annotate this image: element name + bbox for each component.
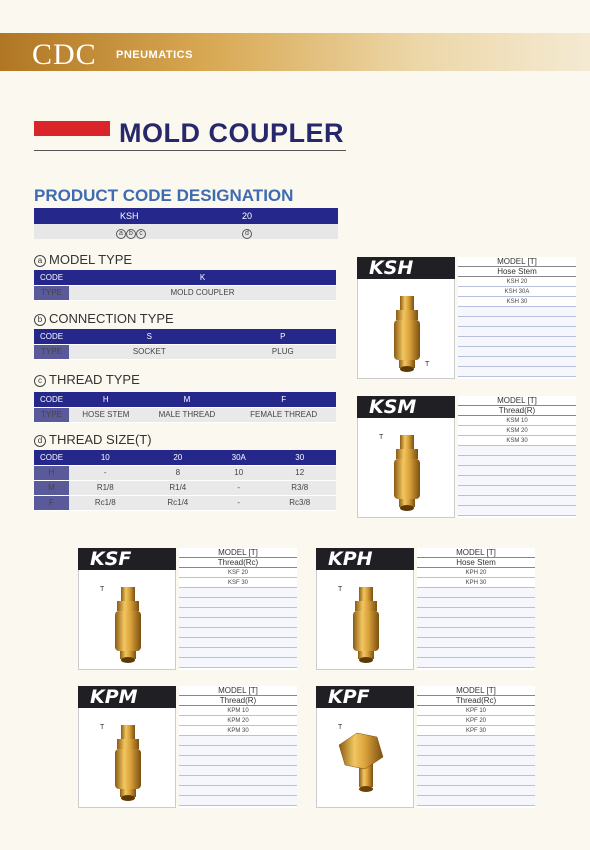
model-item-empty <box>179 736 297 746</box>
pcd-mark-2: d <box>242 227 252 239</box>
model-header: MODEL [T] <box>458 396 576 406</box>
model-header: MODEL [T] <box>417 548 535 558</box>
model-thread: Hose Stem <box>417 558 535 568</box>
model-item-empty <box>417 618 535 628</box>
model-item-empty <box>179 608 297 618</box>
model-item: KSM 30 <box>458 436 576 446</box>
model-item-empty <box>179 638 297 648</box>
model-thread: Thread(Rc) <box>179 558 297 568</box>
model-item-empty <box>417 796 535 806</box>
model-item-empty <box>417 628 535 638</box>
product-card-kpf <box>316 686 536 808</box>
thread-marker: T <box>100 586 105 593</box>
model-thread: Thread(R) <box>458 406 576 416</box>
model-list <box>179 686 297 808</box>
model-header: MODEL [T] <box>458 257 576 267</box>
model-item-empty <box>417 588 535 598</box>
model-item: KSH 30A <box>458 287 576 297</box>
thread-marker: T <box>425 361 430 368</box>
product-card-kph <box>316 548 536 670</box>
model-item: KPF 10 <box>417 706 535 716</box>
model-list <box>458 257 576 379</box>
model-item-empty <box>179 756 297 766</box>
model-thread: Thread(Rc) <box>417 696 535 706</box>
model-item: KSH 30 <box>458 297 576 307</box>
model-item: KPM 20 <box>179 716 297 726</box>
model-item-empty <box>417 598 535 608</box>
model-item-empty <box>458 357 576 367</box>
model-item-empty <box>458 506 576 516</box>
thread-type-table: CODE H M F TYPE HOSE STEM MALE THREAD FEMALE THREAD <box>34 392 336 423</box>
model-item-empty <box>417 608 535 618</box>
thread-marker: T <box>338 724 343 731</box>
page-title: MOLD COUPLER <box>119 118 344 148</box>
model-item: KPH 30 <box>417 578 535 588</box>
model-item-empty <box>458 327 576 337</box>
model-item: KPF 20 <box>417 716 535 726</box>
pcd-mark-1: a b c <box>116 227 146 239</box>
title-underline <box>34 150 346 151</box>
pcd-mark-row <box>34 224 338 239</box>
model-item: KSH 20 <box>458 277 576 287</box>
model-item-empty <box>179 648 297 658</box>
model-item: KPM 10 <box>179 706 297 716</box>
model-item-empty <box>179 776 297 786</box>
model-item-empty <box>458 446 576 456</box>
pcd-code-row <box>34 208 338 224</box>
thread-marker: T <box>379 434 384 441</box>
product-code-label: KPH <box>316 548 414 570</box>
brand-logo: CDC <box>32 38 97 71</box>
connection-type-heading: b CONNECTION TYPE <box>34 311 174 326</box>
model-item-empty <box>458 456 576 466</box>
model-item-empty <box>458 307 576 317</box>
brand-subtitle: PNEUMATICS <box>116 49 193 61</box>
model-item: KPH 20 <box>417 568 535 578</box>
thread-type-heading: c THREAD TYPE <box>34 372 140 387</box>
model-header: MODEL [T] <box>179 686 297 696</box>
model-header: MODEL [T] <box>417 686 535 696</box>
product-code-label: KSM <box>357 396 455 418</box>
model-item-empty <box>417 658 535 668</box>
thread-marker: T <box>100 724 105 731</box>
model-item-empty <box>458 317 576 327</box>
model-item-empty <box>417 736 535 746</box>
model-item-empty <box>458 496 576 506</box>
product-card-ksh <box>357 257 577 379</box>
model-item-empty <box>458 466 576 476</box>
model-list <box>417 686 535 808</box>
model-type-heading: a MODEL TYPE <box>34 252 132 267</box>
model-item-empty <box>179 628 297 638</box>
model-item-empty <box>417 776 535 786</box>
model-item-empty <box>179 618 297 628</box>
title-accent-bar <box>34 121 110 136</box>
model-item-empty <box>417 648 535 658</box>
pcd-code-2: 20 <box>242 211 253 221</box>
model-list <box>458 396 576 518</box>
product-code-label: KSH <box>357 257 455 279</box>
model-item-empty <box>179 588 297 598</box>
model-thread: Hose Stem <box>458 267 576 277</box>
model-item: KSM 20 <box>458 426 576 436</box>
model-item-empty <box>417 638 535 648</box>
model-item: KSF 30 <box>179 578 297 588</box>
model-thread: Thread(R) <box>179 696 297 706</box>
model-item: KPF 30 <box>417 726 535 736</box>
model-item-empty <box>417 766 535 776</box>
product-card-kpm <box>78 686 298 808</box>
connection-type-table: CODE S P TYPE SOCKET PLUG <box>34 329 336 360</box>
product-code-label: KPM <box>78 686 176 708</box>
model-item-empty <box>417 746 535 756</box>
thread-size-heading: d THREAD SIZE(T) <box>34 432 152 447</box>
model-list <box>179 548 297 670</box>
model-item-empty <box>458 476 576 486</box>
model-item: KSM 10 <box>458 416 576 426</box>
model-item-empty <box>458 347 576 357</box>
model-item: KPM 30 <box>179 726 297 736</box>
thread-marker: T <box>338 586 343 593</box>
product-code-label: KSF <box>78 548 176 570</box>
product-card-ksm <box>357 396 577 518</box>
product-code-label: KPF <box>316 686 414 708</box>
model-item-empty <box>458 486 576 496</box>
model-item-empty <box>179 746 297 756</box>
thread-size-table: CODE 10 20 30A 30 H - 8 10 12 M R1/8 R1/4 - R3/8 F Rc1/8 Rc1/4 - Rc3/8 <box>34 450 336 511</box>
model-item-empty <box>417 756 535 766</box>
model-item: KSF 20 <box>179 568 297 578</box>
model-item-empty <box>179 658 297 668</box>
model-item-empty <box>458 367 576 377</box>
pcd-heading: PRODUCT CODE DESIGNATION <box>34 186 294 205</box>
pcd-code-1: KSH <box>120 211 139 221</box>
model-list <box>417 548 535 670</box>
model-item-empty <box>179 766 297 776</box>
model-item-empty <box>179 598 297 608</box>
product-card-ksf <box>78 548 298 670</box>
model-item-empty <box>179 786 297 796</box>
model-item-empty <box>417 786 535 796</box>
model-type-table: CODE K TYPE MOLD COUPLER <box>34 270 336 301</box>
model-item-empty <box>179 796 297 806</box>
model-header: MODEL [T] <box>179 548 297 558</box>
model-item-empty <box>458 337 576 347</box>
